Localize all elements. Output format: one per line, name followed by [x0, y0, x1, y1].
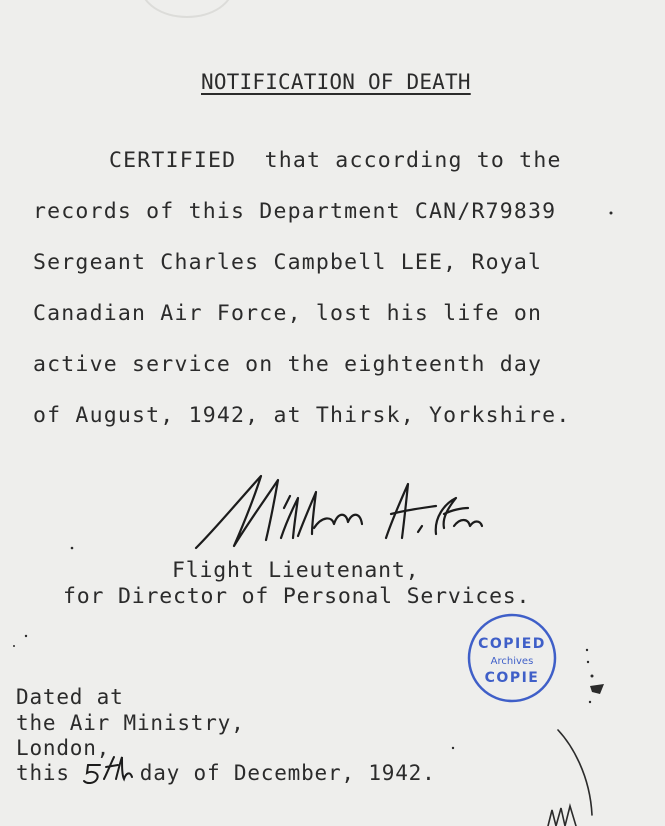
body-line-6: of August, 1942, at Thirsk, Yorkshire. [33, 403, 571, 428]
body-line-4: Canadian Air Force, lost his life on [33, 301, 543, 326]
signatory-rank: Flight Lieutenant, [172, 558, 420, 583]
document-title: NOTIFICATION OF DEATH [201, 70, 471, 94]
stamp-bottom-text: COPIE [484, 670, 540, 686]
faded-corner-stamp [140, 0, 234, 18]
dated-line-4 [16, 761, 436, 785]
handwritten-day [70, 763, 140, 785]
dated-line-1: Dated at [16, 685, 124, 709]
body-line-3: Sergeant Charles Campbell LEE, Royal [33, 250, 543, 275]
dated-line-3: London, [16, 736, 111, 760]
dated-line-2: the Air Ministry, [16, 711, 245, 735]
stamp-top-text: COPIED [478, 636, 546, 652]
body-line-2: records of this Department CAN/R79839 [33, 199, 557, 224]
body-line-5: active service on the eighteenth day [33, 352, 543, 377]
archives-copied-stamp [466, 612, 558, 704]
stamp-middle-text: Archives [490, 656, 534, 667]
body-line-1: CERTIFIED that according to the [109, 148, 562, 173]
dated-line-4-prefix: this [16, 761, 70, 785]
dated-line-4-suffix: day of December, 1942. [139, 761, 436, 785]
handwritten-signature [186, 468, 486, 558]
signatory-office: for Director of Personal Services. [63, 584, 531, 609]
